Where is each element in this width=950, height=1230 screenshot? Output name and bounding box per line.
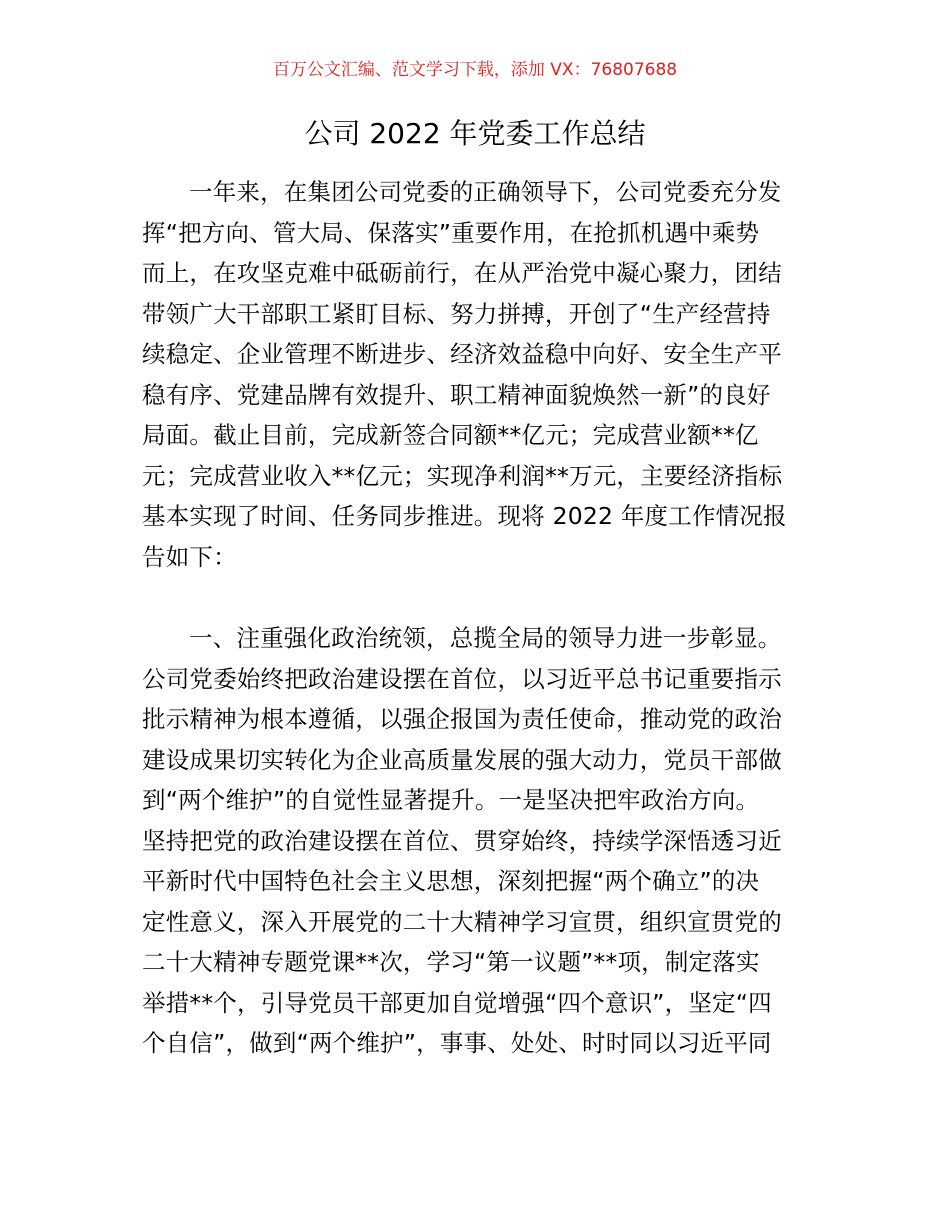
paragraph-intro	[142, 172, 814, 577]
paragraph-line: 个自信”，做到“两个维护”，事事、处处、时时同以习近平同	[142, 1029, 772, 1057]
paragraph-section-1	[142, 618, 814, 1064]
paragraph-line: 基本实现了时间、任务同步推进。现将 2022 年度工作情况报	[142, 502, 787, 530]
paragraph-line: 续稳定、企业管理不断进步、经济效益稳中向好、安全生产平	[142, 340, 782, 368]
document-title: 公司 2022 年党委工作总结	[304, 117, 646, 150]
header-note: 百万公文汇编、范文学习下载，添加 VX：76807688	[272, 60, 678, 80]
paragraph-line: 建设成果切实转化为企业高质量发展的强大动力，党员干部做	[142, 745, 782, 774]
paragraph-line: 一年来，在集团公司党委的正确领导下，公司党委充分发	[189, 178, 782, 206]
paragraph-line: 稳有序、党建品牌有效提升、职工精神面貌焕然一新”的良好	[142, 380, 771, 409]
paragraph-line: 到“两个维护”的自觉性显著提升。一是坚决把牢政治方向。	[142, 786, 760, 814]
paragraph-line: 平新时代中国特色社会主义思想，深刻把握“两个确立”的决	[142, 867, 760, 895]
paragraph-line: 带领广大干部职工紧盯目标、努力拼搏，开创了“生产经营持	[142, 299, 771, 328]
paragraph-line: 挥“把方向、管大局、保落实”重要作用，在抢抓机遇中乘势	[142, 218, 760, 247]
paragraph-line: 二十大精神专题党课**次，学习“第一议题”**项，制定落实	[142, 948, 760, 976]
paragraph-line: 批示精神为根本遵循，以强企报国为责任使命，推动党的政治	[142, 705, 782, 733]
paragraph-line: 坚持把党的政治建设摆在首位、贯穿始终，持续学深悟透习近	[142, 826, 782, 855]
paragraph-line: 告如下：	[142, 542, 237, 571]
paragraph-line: 公司党委始终把政治建设摆在首位，以习近平总书记重要指示	[142, 664, 782, 693]
section-heading-line: 一、注重强化政治统领，总揽全局的领导力进一步彰显。	[189, 624, 782, 652]
paragraph-line: 元；完成营业收入**亿元；实现净利润**万元，主要经济指标	[142, 461, 783, 490]
paragraph-line: 定性意义，深入开展党的二十大精神学习宣贯，组织宣贯党的	[142, 907, 782, 936]
paragraph-line: 举措**个，引导党员干部更加自觉增强“四个意识”，坚定“四	[142, 988, 772, 1017]
paragraph-line: 而上，在攻坚克难中砥砺前行，在从严治党中凝心聚力，团结	[142, 259, 782, 287]
paragraph-line: 局面。截止目前，完成新签合同额**亿元；完成营业额**亿	[142, 421, 759, 449]
